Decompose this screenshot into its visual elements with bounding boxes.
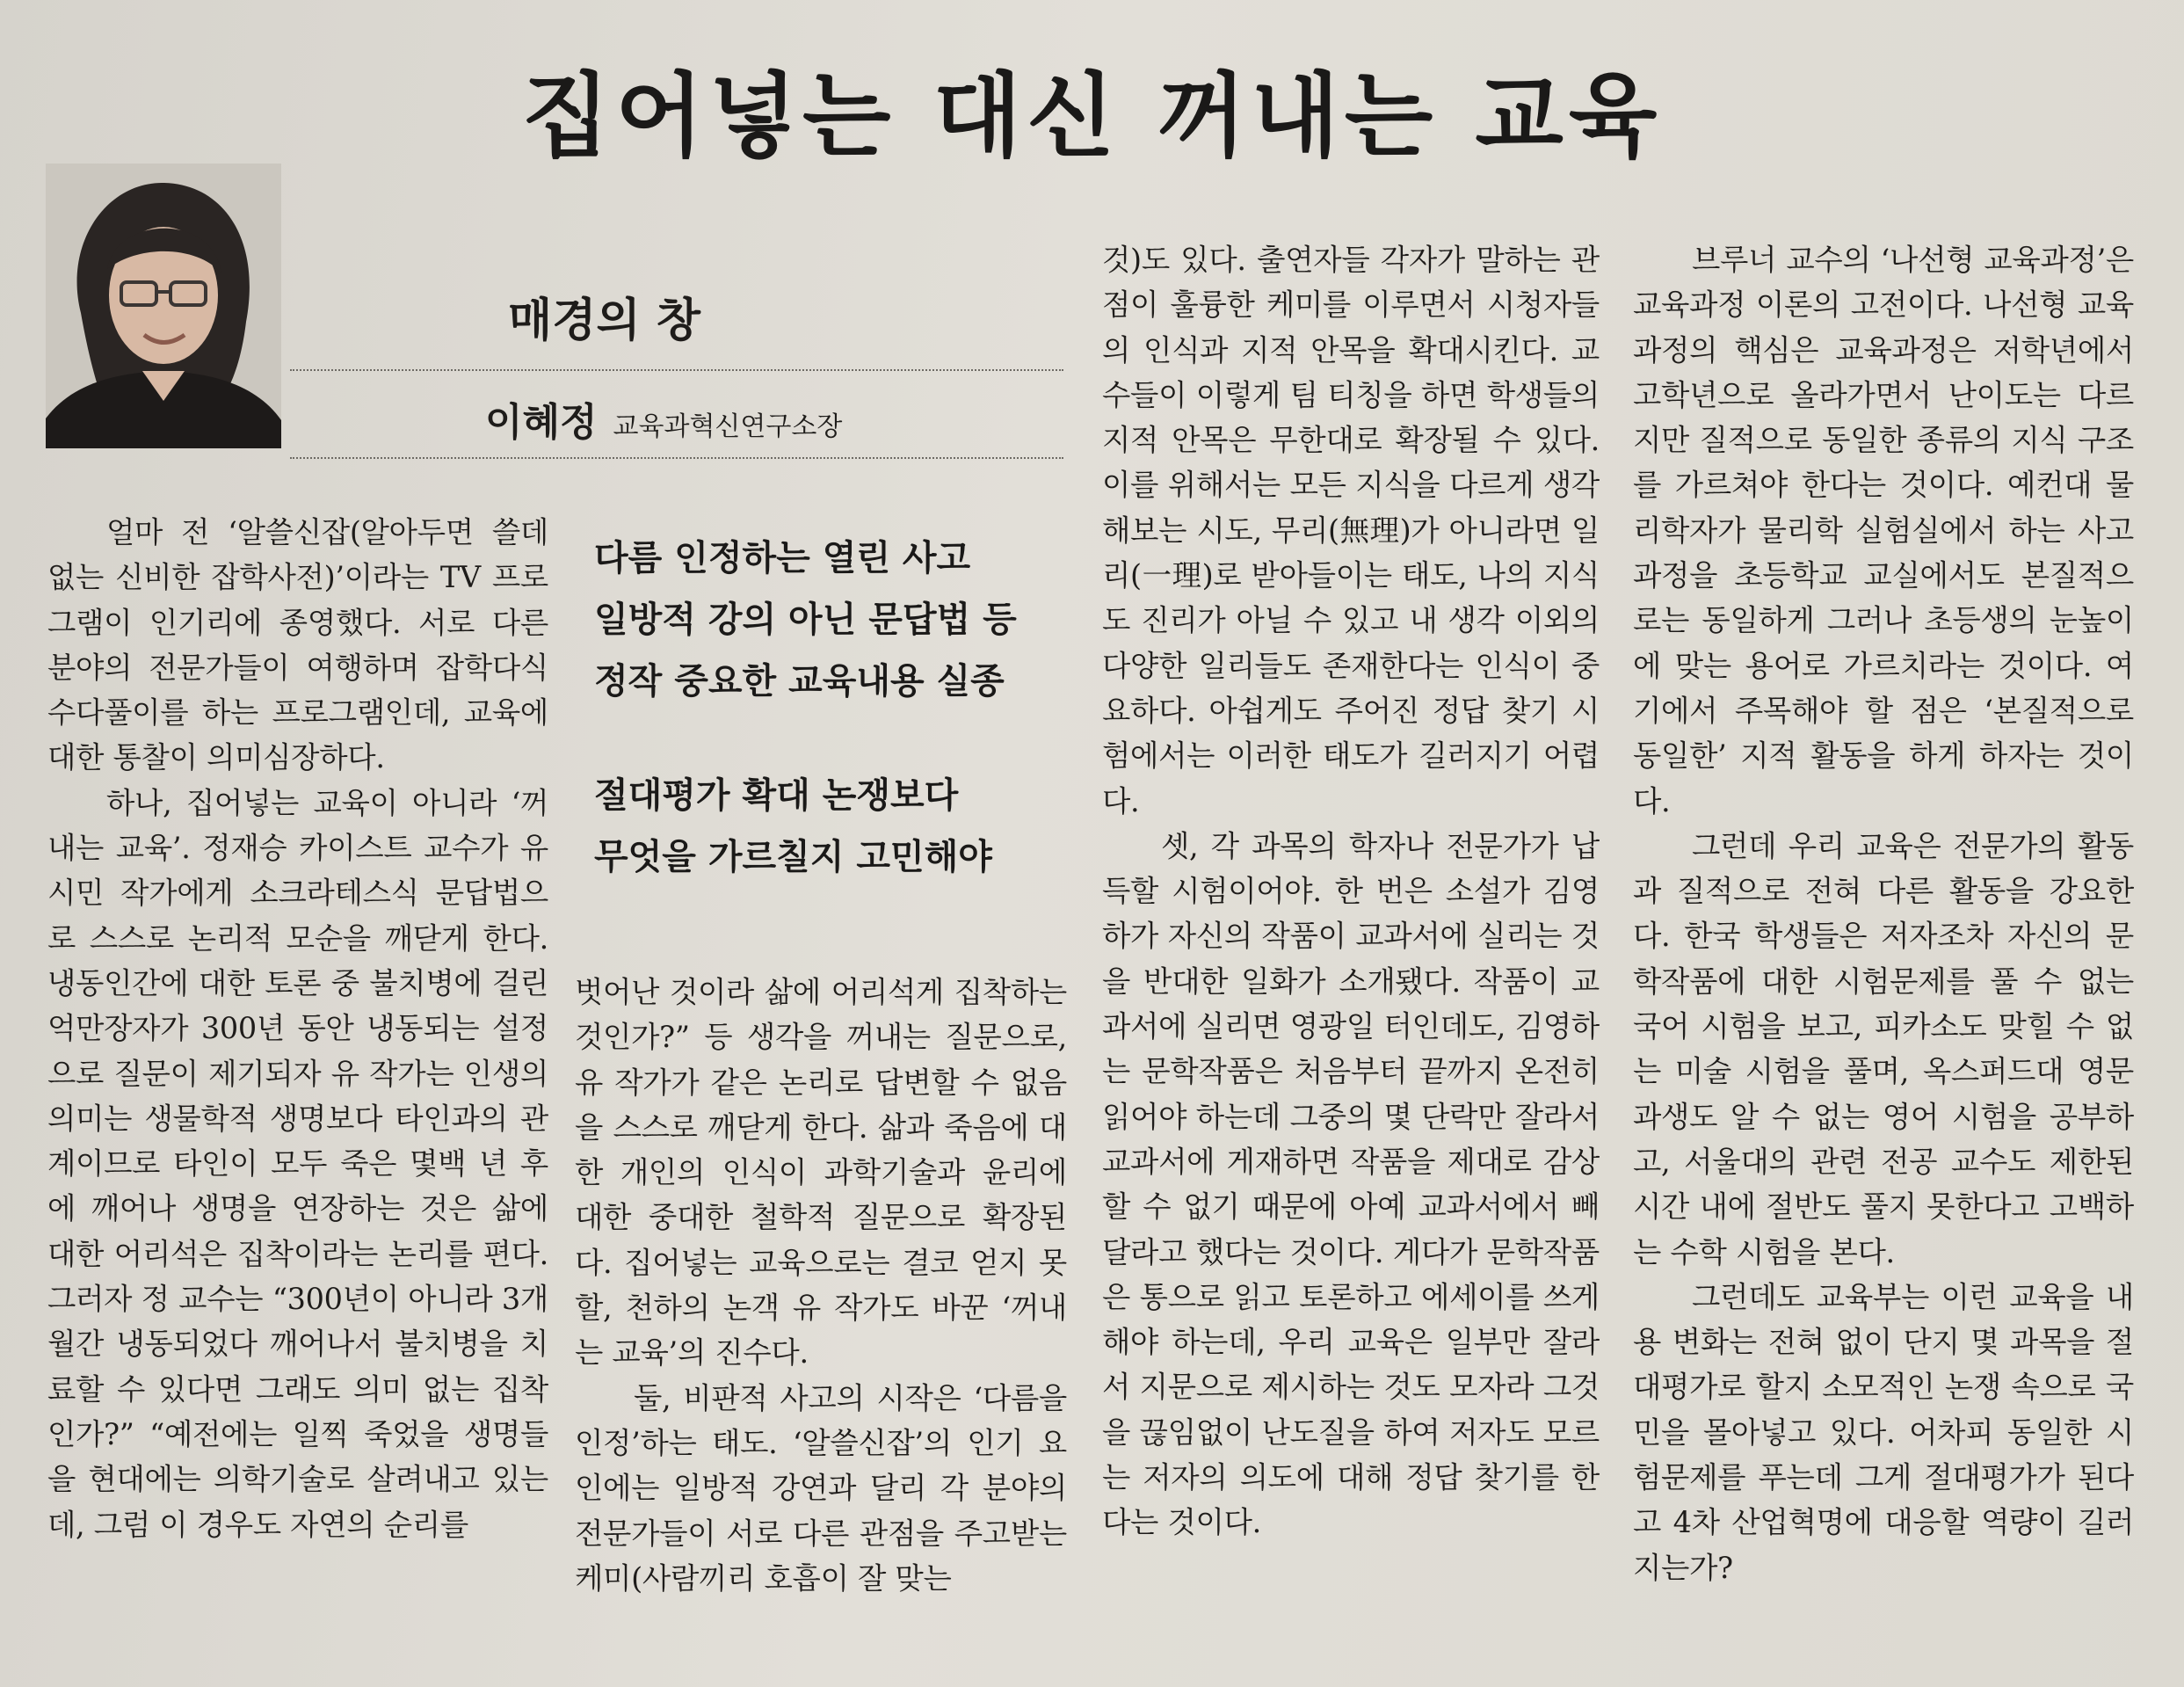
- paragraph: 둘, 비판적 사고의 시작은 ‘다름을 인정’하는 태도. ‘알쓸신잡’의 인기 요인에는 일방적 강연과 달리 각 분야의 전문가들이 서로 다른 관점을 주고받는 케미(사람끼리 호흡이 잘 맞는: [575, 1380, 1067, 1596]
- paragraph: 벗어난 것이라 삶에 어리석게 집착하는 것인가?” 등 생각을 꺼내는 질문으로, 유 작가가 같은 논리로 답변할 수 없음을 스스로 깨닫게 한다. 삶과 죽음에 대한 개인의 인식이 과학기술과 윤리에 대한 중대한 철학적 질문으로 확장된다. 집어넣는 교육으로는 결코 얻지 못할, 천하의 논객 유 작가도 바꾼 ‘꺼내는 교육’의 진수다.: [575, 975, 1067, 1371]
- author-affiliation: 교육과혁신연구소장: [613, 411, 843, 442]
- article-column-1: [47, 510, 548, 1547]
- byline-divider-top: [290, 369, 1063, 371]
- author-photo: [46, 164, 281, 448]
- paragraph: 것)도 있다. 출연자들 각자가 말하는 관점이 훌륭한 케미를 이루면서 시청자들의 인식과 지적 안목을 확대시킨다. 교수들이 이렇게 팀 티칭을 하면 학생들의 지적 안목은 무한대로 확장될 수 있다. 이를 위해서는 모든 지식을 다르게 생각해보는 시도, 무리(無理)가 아니라면 일리(一理)로 받아들이는 태도, 나의 지식도 진리가 아닐 수 있고 내 생각 이외의 다양한 일리들도 존재한다는 인식이 중요하다. 아쉽게도 주어진 정답 찾기 시험에서는 이러한 태도가 길러지기 어렵다.: [1102, 243, 1600, 818]
- paragraph: 그런데도 교육부는 이런 교육을 내용 변화는 전혀 없이 단지 몇 과목을 절대평가로 할지 소모적인 논쟁 속으로 국민을 몰아넣고 있다. 어차피 동일한 시험문제를 푸는데 그게 절대평가가 된다고 4차 산업혁명에 대응할 역량이 길러지는가?: [1633, 1279, 2134, 1585]
- article-column-2: [575, 970, 1067, 1601]
- pull-quote-line: 절대평가 확대 논쟁보다: [594, 775, 959, 816]
- pull-quote-line: 다름 인정하는 열린 사고: [594, 538, 971, 578]
- headline: 집어넣는 대신 꺼내는 교육: [521, 62, 1663, 170]
- byline: [485, 390, 842, 447]
- paragraph: 셋, 각 과목의 학자나 전문가가 납득할 시험이어야. 한 번은 소설가 김영하가 자신의 작품이 교과서에 실리는 것을 반대한 일화가 소개됐다. 작품이 교과서에 실리면 영광일 터인데도, 김영하는 문학작품은 처음부터 끝까지 온전히 읽어야 하는데 그중의 몇 단락만 잘라서 교과서에 게재하면 작품을 제대로 감상할 수 없기 때문에 아예 교과서에서 빼달라고 했다는 것이다. 게다가 문학작품은 통으로 읽고 토론하고 에세이를 쓰게 해야 하는데, 우리 교육은 일부만 잘라서 지문으로 제시하는 것도 모자라 그것을 끊임없이 난도질을 하여 저자도 모르는 저자의 의도에 대해 정답 찾기를 한다는 것이다.: [1102, 828, 1600, 1540]
- paragraph: 하나, 집어넣는 교육이 아니라 ‘꺼내는 교육’. 정재승 카이스트 교수가 유시민 작가에게 소크라테스식 문답법으로 스스로 논리적 모순을 깨닫게 한다. 냉동인간에 대한 토론 중 불치병에 걸린 억만장자가 300년 동안 냉동되는 설정으로 질문이 제기되자 유 작가는 인생의 의미는 생물학적 생명보다 타인과의 관계이므로 타인이 모두 죽은 몇백 년 후에 깨어나 생명을 연장하는 것은 삶에 대한 어리석은 집착이라는 논리를 편다. 그러자 정 교수는 “300년이 아니라 3개월간 냉동되었다 깨어나서 불치병을 치료할 수 있다면 그래도 의미 없는 집착인가?” “예전에는 일찍 죽었을 생명들을 현대에는 의학기술로 살려내고 있는데, 그럼 이 경우도 자연의 순리를: [47, 785, 548, 1542]
- article-column-4: [1633, 237, 2134, 1590]
- paragraph: 얼마 전 ‘알쓸신잡(알아두면 쓸데없는 신비한 잡학사전)’이라는 TV 프로그램이 인기리에 종영했다. 서로 다른 분야의 전문가들이 여행하며 잡학다식 수다풀이를 하는 프로그램인데, 교육에 대한 통찰이 의미심장하다.: [47, 515, 548, 775]
- paragraph: 그런데 우리 교육은 전문가의 활동과 질적으로 전혀 다른 활동을 강요한다. 한국 학생들은 저자조차 자신의 문학작품에 대한 시험문제를 풀 수 없는 국어 시험을 보고, 피카소도 맞힐 수 없는 미술 시험을 풀며, 옥스퍼드대 영문과생도 알 수 없는 영어 시험을 공부하고, 서울대의 관련 전공 교수도 제한된 시간 내에 절반도 풀지 못한다고 고백하는 수학 시험을 본다.: [1633, 828, 2134, 1269]
- pull-quote-line: 일방적 강의 아닌 문답법 등: [594, 600, 1017, 640]
- pull-quote-line: 정작 중요한 교육내용 실종: [594, 661, 1005, 702]
- article-column-3: [1102, 237, 1600, 1545]
- author-name: 이혜정: [485, 400, 598, 445]
- pull-quote-2: [594, 765, 1086, 888]
- pull-quote-line: 무엇을 가르칠지 고민해야: [594, 837, 992, 877]
- pull-quote-1: [594, 527, 1086, 712]
- paragraph: 브루너 교수의 ‘나선형 교육과정’은 교육과정 이론의 고전이다. 나선형 교육과정의 핵심은 교육과정은 저학년에서 고학년으로 올라가면서 난이도는 다르지만 질적으로 동일한 종류의 지식 구조를 가르쳐야 한다는 것이다. 예컨대 물리학자가 물리학 실험실에서 하는 사고 과정을 초등학교 교실에서도 본질적으로는 동일하게 그러나 초등생의 눈높이에 맞는 용어로 가르치라는 것이다. 여기에서 주목해야 할 점은 ‘본질적으로 동일한’ 지적 활동을 하게 하자는 것이다.: [1633, 243, 2134, 818]
- column-name: 매경의 창: [508, 294, 701, 347]
- byline-divider-bottom: [290, 457, 1063, 459]
- author-portrait-image: [46, 164, 281, 448]
